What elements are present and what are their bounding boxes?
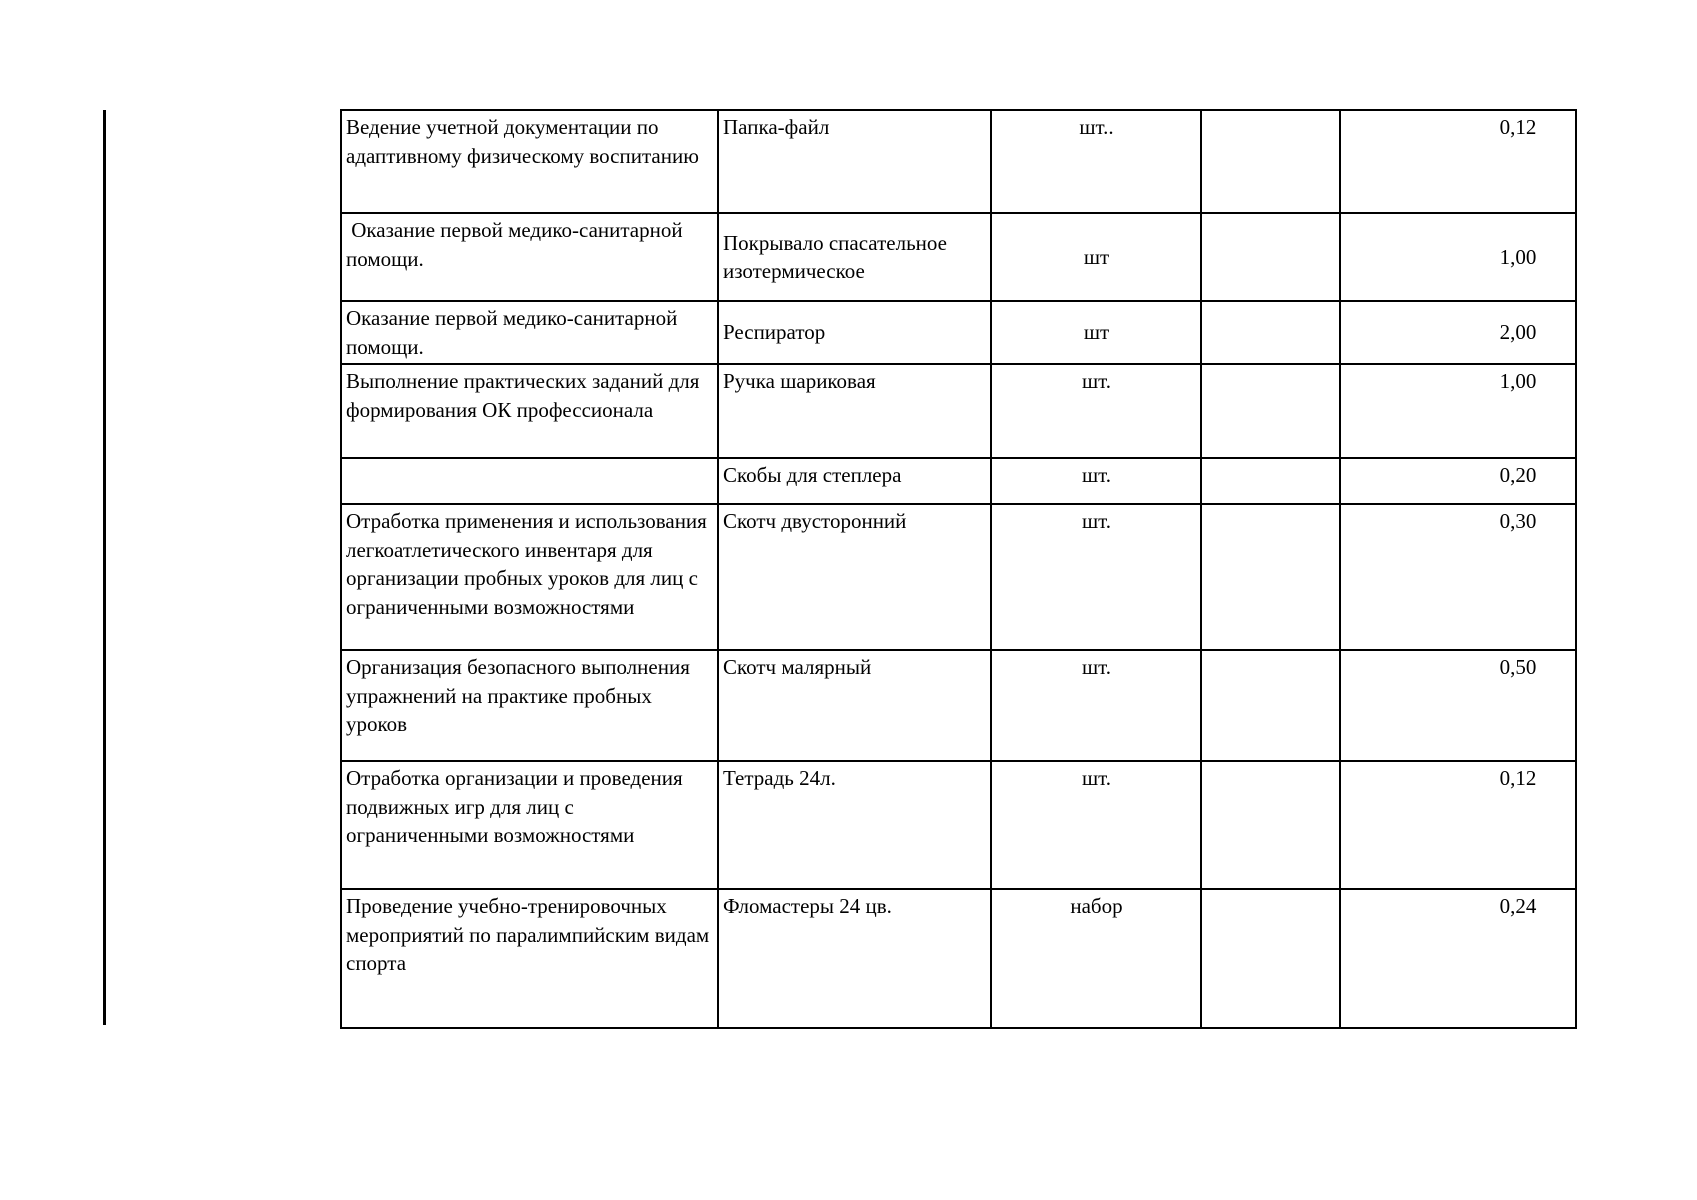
unit-cell: набор [991,889,1201,1028]
item-cell: Покрывало спасательное изотермическое [718,213,991,301]
table-row [341,110,1576,213]
empty-cell [1201,110,1340,213]
task-cell: Оказание первой медико-санитарной помощи. [341,301,718,364]
unit-cell: шт [991,213,1201,301]
unit-cell: шт.. [991,110,1201,213]
unit-cell: шт. [991,364,1201,458]
qty-cell-wrap [1340,364,1576,458]
unit-cell: шт. [991,504,1201,650]
left-margin-line [103,110,106,1025]
supplies-table [340,109,1577,1029]
item-cell: Скотч двусторонний [718,504,991,650]
empty-cell [1201,301,1340,364]
empty-cell [1201,761,1340,889]
table-row [341,761,1576,889]
unit-cell: шт. [991,650,1201,761]
task-cell: Отработка организации и проведения подвижных игр для лиц с ограниченными возможностями [341,761,718,889]
qty-cell-wrap [1340,761,1576,889]
unit-cell: шт [991,301,1201,364]
task-cell: Отработка применения и использования легкоатлетического инвентаря для организации пробных уроков для лиц с ограниченными возможностями [341,504,718,650]
item-cell: Фломастеры 24 цв. [718,889,991,1028]
qty-cell: 0,30 [1499,509,1537,533]
qty-cell: 1,00 [1499,244,1537,269]
task-cell: Выполнение практических заданий для формирования ОК профессионала [341,364,718,458]
qty-cell: 0,50 [1499,655,1537,679]
empty-cell [1201,650,1340,761]
item-cell: Респиратор [718,301,991,364]
qty-cell-wrap [1340,213,1576,301]
qty-cell-wrap [1340,301,1576,364]
empty-cell [1201,504,1340,650]
table-row [341,364,1576,458]
qty-cell: 0,12 [1499,766,1537,790]
item-cell: Ручка шариковая [718,364,991,458]
table-row [341,458,1576,504]
qty-cell-wrap [1340,650,1576,761]
table-row [341,504,1576,650]
task-cell: Организация безопасного выполнения упражнений на практике пробных уроков [341,650,718,761]
item-cell: Скобы для степлера [718,458,991,504]
table-row [341,301,1576,364]
task-cell: Ведение учетной документации по адаптивному физическому воспитанию [341,110,718,213]
qty-cell: 0,12 [1499,115,1537,139]
empty-cell [1201,458,1340,504]
task-cell: Проведение учебно-тренировочных мероприятий по паралимпийским видам спорта [341,889,718,1028]
item-cell: Тетрадь 24л. [718,761,991,889]
qty-cell-wrap [1340,889,1576,1028]
table-row [341,213,1576,301]
item-cell: Скотч малярный [718,650,991,761]
qty-cell-wrap [1340,504,1576,650]
qty-cell: 2,00 [1499,320,1537,345]
table-row [341,650,1576,761]
empty-cell [1201,213,1340,301]
empty-cell [1201,364,1340,458]
task-cell [341,458,718,504]
qty-cell-wrap [1340,110,1576,213]
item-cell: Папка-файл [718,110,991,213]
task-cell: Оказание первой медико-санитарной помощи. [341,213,718,301]
empty-cell [1201,889,1340,1028]
unit-cell: шт. [991,458,1201,504]
qty-cell: 1,00 [1499,369,1537,393]
qty-cell: 0,20 [1499,463,1537,487]
unit-cell: шт. [991,761,1201,889]
qty-cell: 0,24 [1499,894,1537,918]
qty-cell-wrap [1340,458,1576,504]
table-row [341,889,1576,1028]
